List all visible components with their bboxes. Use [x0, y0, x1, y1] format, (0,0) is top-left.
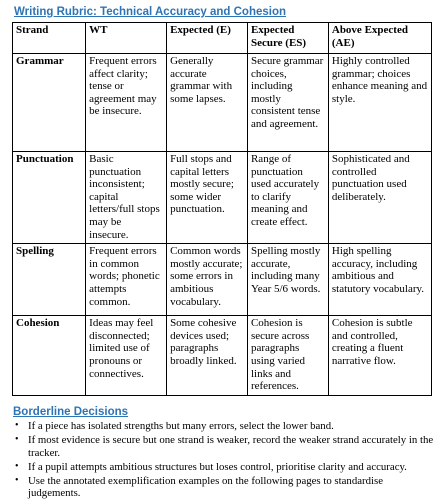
header-strand: Strand: [13, 23, 86, 54]
bullet-icon: •: [15, 420, 19, 431]
table-row-punctuation: [13, 152, 432, 244]
cell-expected-secure: Range of punctuation used accurately to clarify meaning and create effect.: [247, 152, 328, 244]
cell-above-expected: Highly controlled grammar; choices enhance meaning and style.: [328, 54, 431, 152]
strand-label: Grammar: [13, 54, 86, 152]
list-item: [14, 475, 434, 500]
borderline-title: Borderline Decisions: [13, 406, 129, 418]
list-item-text: If a piece has isolated strengths but many errors, select the lower band.: [28, 420, 334, 432]
strand-label: Spelling: [13, 244, 86, 316]
cell-wt: Frequent errors affect clarity; tense or agreement may be insecure.: [86, 54, 167, 152]
cell-wt: Ideas may feel disconnected; limited use of pronouns or connectives.: [86, 316, 167, 396]
cell-expected-secure: Secure grammar choices, including mostly consistent tense and agreement.: [247, 54, 328, 152]
cell-above-expected: High spelling accuracy, including ambitious and statutory vocabulary.: [328, 244, 431, 316]
header-expected: Expected (E): [167, 23, 248, 54]
table-row-cohesion: [13, 316, 432, 396]
header-wt: WT: [86, 23, 167, 54]
strand-label: Cohesion: [13, 316, 86, 396]
cell-wt: Basic punctuation inconsistent; capital letters/full stops may be insecure.: [86, 152, 167, 244]
header-above-expected: Above Expected (AE): [328, 23, 431, 54]
borderline-list: [14, 420, 434, 502]
cell-expected-secure: Cohesion is secure across paragraphs using varied links and references.: [247, 316, 328, 396]
table-row-spelling: [13, 244, 432, 316]
list-item-text: Use the annotated exemplification examples on the following pages to standardise judgements.: [28, 474, 383, 500]
cell-expected: Full stops and capital letters mostly secure; some wider punctuation.: [167, 152, 248, 244]
page-title: Writing Rubric: Technical Accuracy and Cohesion: [14, 6, 287, 18]
cell-expected: Common words mostly accurate; some errors in ambitious vocabulary.: [167, 244, 248, 316]
list-item: [14, 461, 434, 474]
table-header-row: [13, 23, 432, 54]
rubric-table: [12, 22, 432, 396]
bullet-icon: •: [15, 434, 19, 446]
cell-expected: Some cohesive devices used; paragraphs broadly linked.: [167, 316, 248, 396]
cell-above-expected: Cohesion is subtle and controlled, creating a fluent narrative flow.: [328, 316, 431, 396]
list-item-text: If a pupil attempts ambitious structures but loses control, prioritise clarity and accuracy.: [28, 460, 407, 473]
list-item-text: If most evidence is secure but one strand is weaker, record the weaker strand accurately in the tracker.: [28, 434, 434, 459]
cell-expected-secure: Spelling mostly accurate, including many Year 5/6 words.: [247, 244, 328, 316]
cell-expected: Generally accurate grammar with some lapses.: [167, 54, 248, 152]
bullet-icon: •: [15, 460, 19, 472]
strand-label: Punctuation: [13, 152, 86, 244]
table-row-grammar: [13, 54, 432, 152]
list-item: [14, 434, 434, 459]
cell-wt: Frequent errors in common words; phonetic attempts common.: [86, 244, 167, 316]
cell-above-expected: Sophisticated and controlled punctuation used deliberately.: [328, 152, 431, 244]
header-expected-secure: Expected Secure (ES): [247, 23, 328, 54]
list-item: [14, 420, 434, 433]
bullet-icon: •: [15, 474, 19, 486]
